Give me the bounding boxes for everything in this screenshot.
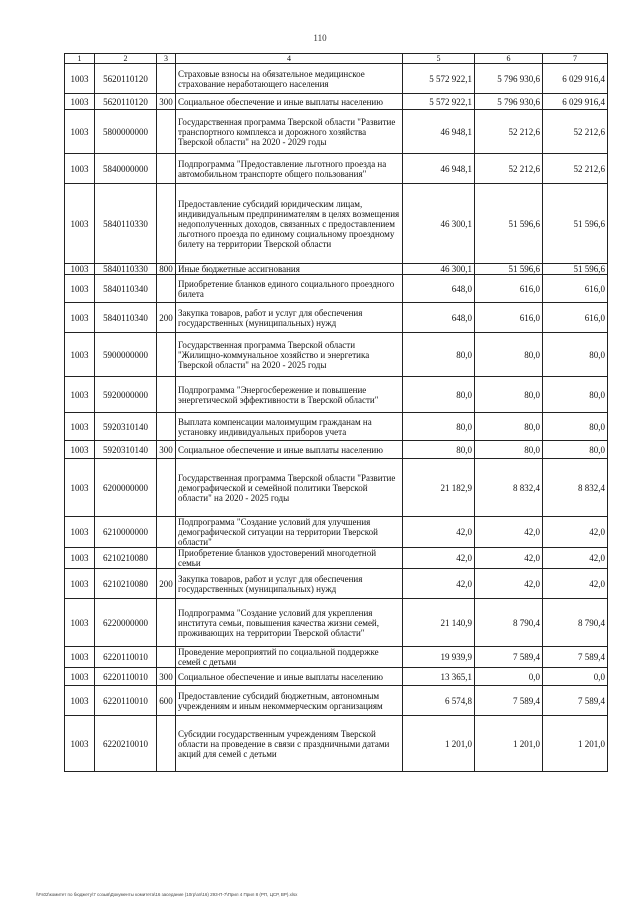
item-name-cell: Приобретение бланков единого социального проездного билета — [176, 275, 403, 303]
expense-type-cell: 800 — [157, 264, 176, 275]
table-row — [65, 716, 608, 772]
amount-cell: 8 790,4 — [543, 599, 608, 647]
section-cell: 1003 — [65, 569, 95, 599]
expense-type-cell — [157, 275, 176, 303]
section-cell: 1003 — [65, 154, 95, 184]
amount-cell: 7 589,4 — [475, 647, 543, 668]
amount-cell: 80,0 — [475, 333, 543, 377]
section-cell: 1003 — [65, 110, 95, 154]
section-cell: 1003 — [65, 333, 95, 377]
amount-cell: 80,0 — [403, 413, 475, 441]
expense-type-cell — [157, 184, 176, 264]
amount-cell: 1 201,0 — [543, 716, 608, 772]
item-name-cell: Государственная программа Тверской области "Развитие демографической и семейной политики Тверской области" на 2020 - 2025 годы — [176, 459, 403, 517]
column-header: 6 — [475, 54, 543, 64]
section-cell: 1003 — [65, 94, 95, 110]
expense-type-cell — [157, 154, 176, 184]
item-name-cell: Страховые взносы на обязательное медицинское страхование неработающего населения — [176, 64, 403, 94]
amount-cell: 6 029 916,4 — [543, 94, 608, 110]
section-cell: 1003 — [65, 517, 95, 548]
amount-cell: 46 948,1 — [403, 110, 475, 154]
amount-cell: 80,0 — [543, 441, 608, 459]
amount-cell: 46 300,1 — [403, 264, 475, 275]
target-code-cell: 5840110330 — [95, 264, 157, 275]
amount-cell: 51 596,6 — [475, 184, 543, 264]
amount-cell: 42,0 — [543, 517, 608, 548]
section-cell: 1003 — [65, 716, 95, 772]
amount-cell: 5 796 930,6 — [475, 64, 543, 94]
expense-type-cell — [157, 110, 176, 154]
amount-cell: 80,0 — [475, 377, 543, 413]
amount-cell: 616,0 — [475, 275, 543, 303]
amount-cell: 80,0 — [403, 333, 475, 377]
amount-cell: 46 300,1 — [403, 184, 475, 264]
section-cell: 1003 — [65, 441, 95, 459]
section-cell: 1003 — [65, 599, 95, 647]
target-code-cell: 6220000000 — [95, 599, 157, 647]
amount-cell: 6 574,8 — [403, 686, 475, 716]
item-name-cell: Проведение мероприятий по социальной поддержке семей с детьми — [176, 647, 403, 668]
item-name-cell: Предоставление субсидий юридическим лицам, индивидуальным предпринимателям в целях возмещения недополученных доходов, связанных с предоставлением льготного проезда по единому социальному проездному билету на территории Тверской области — [176, 184, 403, 264]
amount-cell: 52 212,6 — [475, 110, 543, 154]
item-name-cell: Подпрограмма "Создание условий для улучшения демографической ситуации на территории Тверской области" — [176, 517, 403, 548]
amount-cell: 19 939,9 — [403, 647, 475, 668]
amount-cell: 80,0 — [543, 377, 608, 413]
table-row — [65, 569, 608, 599]
target-code-cell: 5840110340 — [95, 303, 157, 333]
item-name-cell: Иные бюджетные ассигнования — [176, 264, 403, 275]
expense-type-cell: 300 — [157, 441, 176, 459]
expense-type-cell: 300 — [157, 668, 176, 686]
target-code-cell: 6220110010 — [95, 647, 157, 668]
table-row — [65, 64, 608, 94]
item-name-cell: Закупка товаров, работ и услуг для обеспечения государственных (муниципальных) нужд — [176, 303, 403, 333]
section-cell: 1003 — [65, 64, 95, 94]
target-code-cell: 6210000000 — [95, 517, 157, 548]
page-number: 110 — [313, 33, 327, 43]
amount-cell: 51 596,6 — [543, 264, 608, 275]
item-name-cell: Социальное обеспечение и иные выплаты населению — [176, 441, 403, 459]
column-number-row — [65, 54, 608, 64]
amount-cell: 648,0 — [403, 303, 475, 333]
item-name-cell: Государственная программа Тверской области "Жилищно-коммунальное хозяйство и энергетика Тверской области" на 2020 - 2025 годы — [176, 333, 403, 377]
amount-cell: 8 832,4 — [475, 459, 543, 517]
amount-cell: 80,0 — [543, 413, 608, 441]
section-cell: 1003 — [65, 264, 95, 275]
amount-cell: 5 572 922,1 — [403, 64, 475, 94]
amount-cell: 8 790,4 — [475, 599, 543, 647]
amount-cell: 42,0 — [475, 517, 543, 548]
item-name-cell: Закупка товаров, работ и услуг для обеспечения государственных (муниципальных) нужд — [176, 569, 403, 599]
target-code-cell: 5800000000 — [95, 110, 157, 154]
amount-cell: 5 572 922,1 — [403, 94, 475, 110]
expense-type-cell — [157, 377, 176, 413]
amount-cell: 7 589,4 — [543, 647, 608, 668]
amount-cell: 13 365,1 — [403, 668, 475, 686]
amount-cell: 616,0 — [475, 303, 543, 333]
table-row — [65, 548, 608, 569]
target-code-cell: 5620110120 — [95, 64, 157, 94]
amount-cell: 80,0 — [543, 333, 608, 377]
amount-cell: 52 212,6 — [543, 154, 608, 184]
amount-cell: 1 201,0 — [403, 716, 475, 772]
amount-cell: 21 182,9 — [403, 459, 475, 517]
table-row — [65, 154, 608, 184]
amount-cell: 42,0 — [475, 548, 543, 569]
amount-cell: 51 596,6 — [475, 264, 543, 275]
table-row — [65, 110, 608, 154]
section-cell: 1003 — [65, 459, 95, 517]
target-code-cell: 5920000000 — [95, 377, 157, 413]
amount-cell: 21 140,9 — [403, 599, 475, 647]
section-cell: 1003 — [65, 184, 95, 264]
table-row — [65, 377, 608, 413]
target-code-cell: 5920310140 — [95, 441, 157, 459]
amount-cell: 42,0 — [543, 569, 608, 599]
amount-cell: 5 796 930,6 — [475, 94, 543, 110]
item-name-cell: Субсидии государственным учреждениям Тверской области на проведение в связи с праздничными датами акций для семей с детьми — [176, 716, 403, 772]
target-code-cell: 6220110010 — [95, 668, 157, 686]
amount-cell: 0,0 — [543, 668, 608, 686]
table-row — [65, 517, 608, 548]
amount-cell: 42,0 — [543, 548, 608, 569]
amount-cell: 616,0 — [543, 303, 608, 333]
amount-cell: 80,0 — [403, 441, 475, 459]
expense-type-cell — [157, 517, 176, 548]
table-row — [65, 647, 608, 668]
column-header: 3 — [157, 54, 176, 64]
amount-cell: 46 948,1 — [403, 154, 475, 184]
expense-type-cell — [157, 647, 176, 668]
column-header: 1 — [65, 54, 95, 64]
amount-cell: 7 589,4 — [543, 686, 608, 716]
column-header: 2 — [95, 54, 157, 64]
section-cell: 1003 — [65, 377, 95, 413]
expense-type-cell: 200 — [157, 569, 176, 599]
expense-type-cell — [157, 599, 176, 647]
budget-table — [64, 53, 608, 772]
expense-type-cell — [157, 64, 176, 94]
target-code-cell: 6220110010 — [95, 686, 157, 716]
target-code-cell: 5920310140 — [95, 413, 157, 441]
target-code-cell: 5840000000 — [95, 154, 157, 184]
table-row — [65, 686, 608, 716]
section-cell: 1003 — [65, 303, 95, 333]
section-cell: 1003 — [65, 686, 95, 716]
table-row — [65, 333, 608, 377]
target-code-cell: 6210210080 — [95, 548, 157, 569]
table-row — [65, 264, 608, 275]
expense-type-cell: 200 — [157, 303, 176, 333]
amount-cell: 42,0 — [403, 517, 475, 548]
column-header: 5 — [403, 54, 475, 64]
table-row — [65, 668, 608, 686]
amount-cell: 0,0 — [475, 668, 543, 686]
target-code-cell: 5840110340 — [95, 275, 157, 303]
expense-type-cell: 300 — [157, 94, 176, 110]
amount-cell: 616,0 — [543, 275, 608, 303]
amount-cell: 42,0 — [403, 569, 475, 599]
amount-cell: 52 212,6 — [543, 110, 608, 154]
section-cell: 1003 — [65, 647, 95, 668]
section-cell: 1003 — [65, 413, 95, 441]
table-row — [65, 441, 608, 459]
expense-type-cell: 600 — [157, 686, 176, 716]
amount-cell: 7 589,4 — [475, 686, 543, 716]
item-name-cell: Подпрограмма "Предоставление льготного проезда на автомобильном транспорте общего пользования" — [176, 154, 403, 184]
amount-cell: 80,0 — [475, 441, 543, 459]
file-path-footer: \\Fs02\комитет по бюджету\7 созыв\Документы комитета\16 заседание (10гр\зп\16) 293-П-7\Прил 4 Прил 8 (РП, ЦСР, ВР).xlsx — [36, 892, 298, 897]
item-name-cell: Подпрограмма "Создание условий для укрепления института семьи, повышения качества жизни семей, проживающих на территории Тверской области" — [176, 599, 403, 647]
section-cell: 1003 — [65, 275, 95, 303]
amount-cell: 51 596,6 — [543, 184, 608, 264]
table-row — [65, 303, 608, 333]
table-row — [65, 413, 608, 441]
table-row — [65, 94, 608, 110]
target-code-cell: 5620110120 — [95, 94, 157, 110]
expense-type-cell — [157, 333, 176, 377]
section-cell: 1003 — [65, 668, 95, 686]
expense-type-cell — [157, 413, 176, 441]
section-cell: 1003 — [65, 548, 95, 569]
item-name-cell: Приобретение бланков удостоверений многодетной семьи — [176, 548, 403, 569]
target-code-cell: 6210210080 — [95, 569, 157, 599]
amount-cell: 52 212,6 — [475, 154, 543, 184]
table-row — [65, 459, 608, 517]
target-code-cell: 6200000000 — [95, 459, 157, 517]
target-code-cell: 6220210010 — [95, 716, 157, 772]
amount-cell: 1 201,0 — [475, 716, 543, 772]
item-name-cell: Социальное обеспечение и иные выплаты населению — [176, 668, 403, 686]
item-name-cell: Социальное обеспечение и иные выплаты населению — [176, 94, 403, 110]
expense-type-cell — [157, 459, 176, 517]
amount-cell: 42,0 — [475, 569, 543, 599]
target-code-cell: 5900000000 — [95, 333, 157, 377]
item-name-cell: Подпрограмма "Энергосбережение и повышение энергетической эффективности в Тверской области" — [176, 377, 403, 413]
table-row — [65, 275, 608, 303]
column-header: 7 — [543, 54, 608, 64]
item-name-cell: Выплата компенсации малоимущим гражданам на установку индивидуальных приборов учета — [176, 413, 403, 441]
amount-cell: 6 029 916,4 — [543, 64, 608, 94]
amount-cell: 648,0 — [403, 275, 475, 303]
amount-cell: 80,0 — [403, 377, 475, 413]
amount-cell: 80,0 — [475, 413, 543, 441]
target-code-cell: 5840110330 — [95, 184, 157, 264]
amount-cell: 42,0 — [403, 548, 475, 569]
table-row — [65, 184, 608, 264]
item-name-cell: Предоставление субсидий бюджетным, автономным учреждениям и иным некоммерческим организациям — [176, 686, 403, 716]
expense-type-cell — [157, 548, 176, 569]
amount-cell: 8 832,4 — [543, 459, 608, 517]
expense-type-cell — [157, 716, 176, 772]
column-header: 4 — [176, 54, 403, 64]
table-row — [65, 599, 608, 647]
item-name-cell: Государственная программа Тверской области "Развитие транспортного комплекса и дорожного хозяйства Тверской области" на 2020 - 2029 годы — [176, 110, 403, 154]
